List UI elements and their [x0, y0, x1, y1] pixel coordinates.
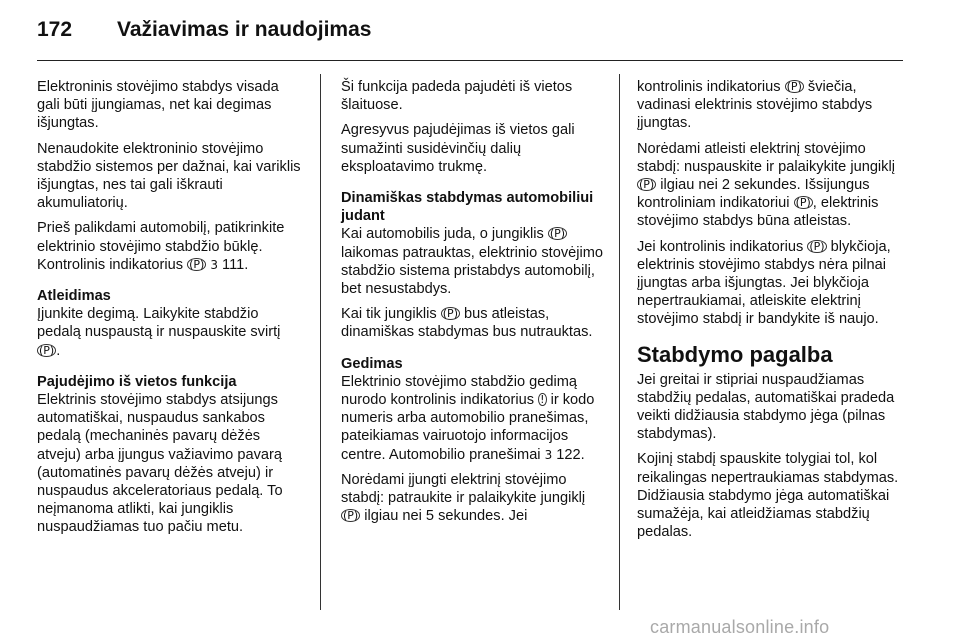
column-divider-2	[619, 74, 620, 610]
section-heading-dynamic-braking: Dinamiškas stabdymas automobiliui judant	[341, 190, 594, 225]
chapter-title: Važiavimas ir naudojimas	[117, 18, 372, 41]
parking-brake-icon: (P)	[639, 178, 655, 192]
parking-brake-icon: (P)	[809, 239, 825, 253]
section-heading-fault: Gedimas	[341, 355, 403, 372]
section-heading-brake-assist: Stabdymo pagalba	[637, 341, 833, 367]
parking-brake-icon: (P)	[39, 343, 55, 357]
parking-brake-icon: (P)	[795, 196, 811, 210]
paragraph: kontrolinis indikatorius (P) šviečia, vadinasi elektrinis stovėjimo stabdys įjungtas.	[637, 79, 873, 132]
paragraph: Ši funkcija padeda pajudėti iš vietos šlaituose.	[341, 79, 573, 114]
parking-brake-icon: (P)	[343, 509, 359, 523]
paragraph: Kai tik jungiklis (P) bus atleistas, dinamiškas stabdymas bus nutrauktas.	[341, 306, 593, 341]
page-number: 172	[37, 18, 73, 41]
paragraph: Elektroninis stovėjimo stabdys visada gali būti įjungiamas, net kai degimas išjungtas.	[37, 79, 279, 132]
column-2	[341, 78, 607, 532]
paragraph: Agresyvus pajudėjimas iš vietos gali sumažinti susidėvinčių dalių eksploatavimo trukmę.	[341, 122, 575, 175]
column-divider-1	[320, 74, 321, 610]
column-3	[637, 78, 903, 548]
header-divider	[37, 60, 903, 61]
paragraph: Elektrinis stovėjimo stabdys atsijungs automatiškai, nuspaudus sankabos pedalą (mechaninės pavarų dėžės atveju) arba įjungus važiavimo pavarą (automatinės pavarų dėžės atveju) ir nuspaudus akceleratoriaus pedalą. To neįmanoma atlikti, kai jungiklis nuspaudžiamas tuo pačiu metu.	[37, 392, 283, 536]
paragraph: Prieš palikdami automobilį, patikrinkite elektrinio stovėjimo stabdžio būklę. Kontrolinis indikatorius (P) 3 111.	[37, 220, 285, 273]
column-1	[37, 78, 303, 544]
parking-brake-icon: (P)	[549, 227, 566, 241]
parking-brake-icon: (P)	[189, 257, 205, 271]
page-ref-arrow-icon: 3	[210, 257, 218, 272]
paragraph: Elektrinio stovėjimo stabdžio gedimą nurodo kontrolinis indikatorius ! ir kodo numeris arba automobilio pranešimas, pateikiamas vairuotojo informacijos centre. Automobilio pranešimai 3 122.	[341, 373, 595, 463]
paragraph: Kojinį stabdį spauskite tolygiai tol, kol reikalingas nepertraukiamas stabdymas. Didžiausia stabdymo jėga automatiškai sumažėja, kai atleidžiamas stabdžių pedalas.	[637, 451, 899, 541]
parking-brake-icon: (P)	[442, 307, 458, 321]
paragraph: Jei kontrolinis indikatorius (P) blykčioja, elektrinis stovėjimo stabdys nėra pilnai įjungtas arba išjungtas. Jei blykčioja nepertraukiamai, atleiskite elektrinį stovėjimo stabdį ir bandykite iš naujo.	[637, 238, 891, 328]
parking-brake-icon: (P)	[786, 80, 802, 93]
paragraph: Norėdami atleisti elektrinį stovėjimo stabdį: nuspauskite ir palaikykite jungiklį (P) ilgiau nei 2 sekundes. Išsijungus kontroliniam indikatoriui (P) , elektrinis stovėjimo stabdys būna atleistas.	[637, 140, 895, 230]
paragraph: Nenaudokite elektroninio stovėjimo stabdžio sistemos per dažnai, kai variklis išjungtas, nes tai gali iškrauti akumuliatorių.	[37, 140, 301, 212]
section-heading-drive-away: Pajudėjimo iš vietos funkcija	[37, 373, 237, 390]
paragraph: Norėdami įjungti elektrinį stovėjimo stabdį: patraukite ir palaikykite jungiklį (P) ilgiau nei 5 sekundes. Jei	[341, 471, 586, 525]
paragraph: Kai automobilis juda, o jungiklis (P) laikomas patrauktas, elektrinio stovėjimo stabdžio sistema pristabdys automobilį, bet nesustabdys.	[341, 226, 603, 298]
page-header	[37, 18, 371, 48]
section-heading-release: Atleidimas	[37, 288, 111, 305]
fault-warning-icon: !	[540, 393, 545, 407]
paragraph: Įjunkite degimą. Laikykite stabdžio pedalą nuspaustą ir nuspauskite svirtį (P) .	[37, 306, 281, 359]
watermark: carmanualsonline.info	[650, 617, 830, 637]
page-ref-arrow-icon: 3	[544, 447, 553, 462]
paragraph: Jei greitai ir stipriai nuspaudžiamas stabdžių pedalas, automatiškai pradeda veikti didžiausia stabdymo jėga (pilnas stabdymas).	[637, 371, 895, 443]
